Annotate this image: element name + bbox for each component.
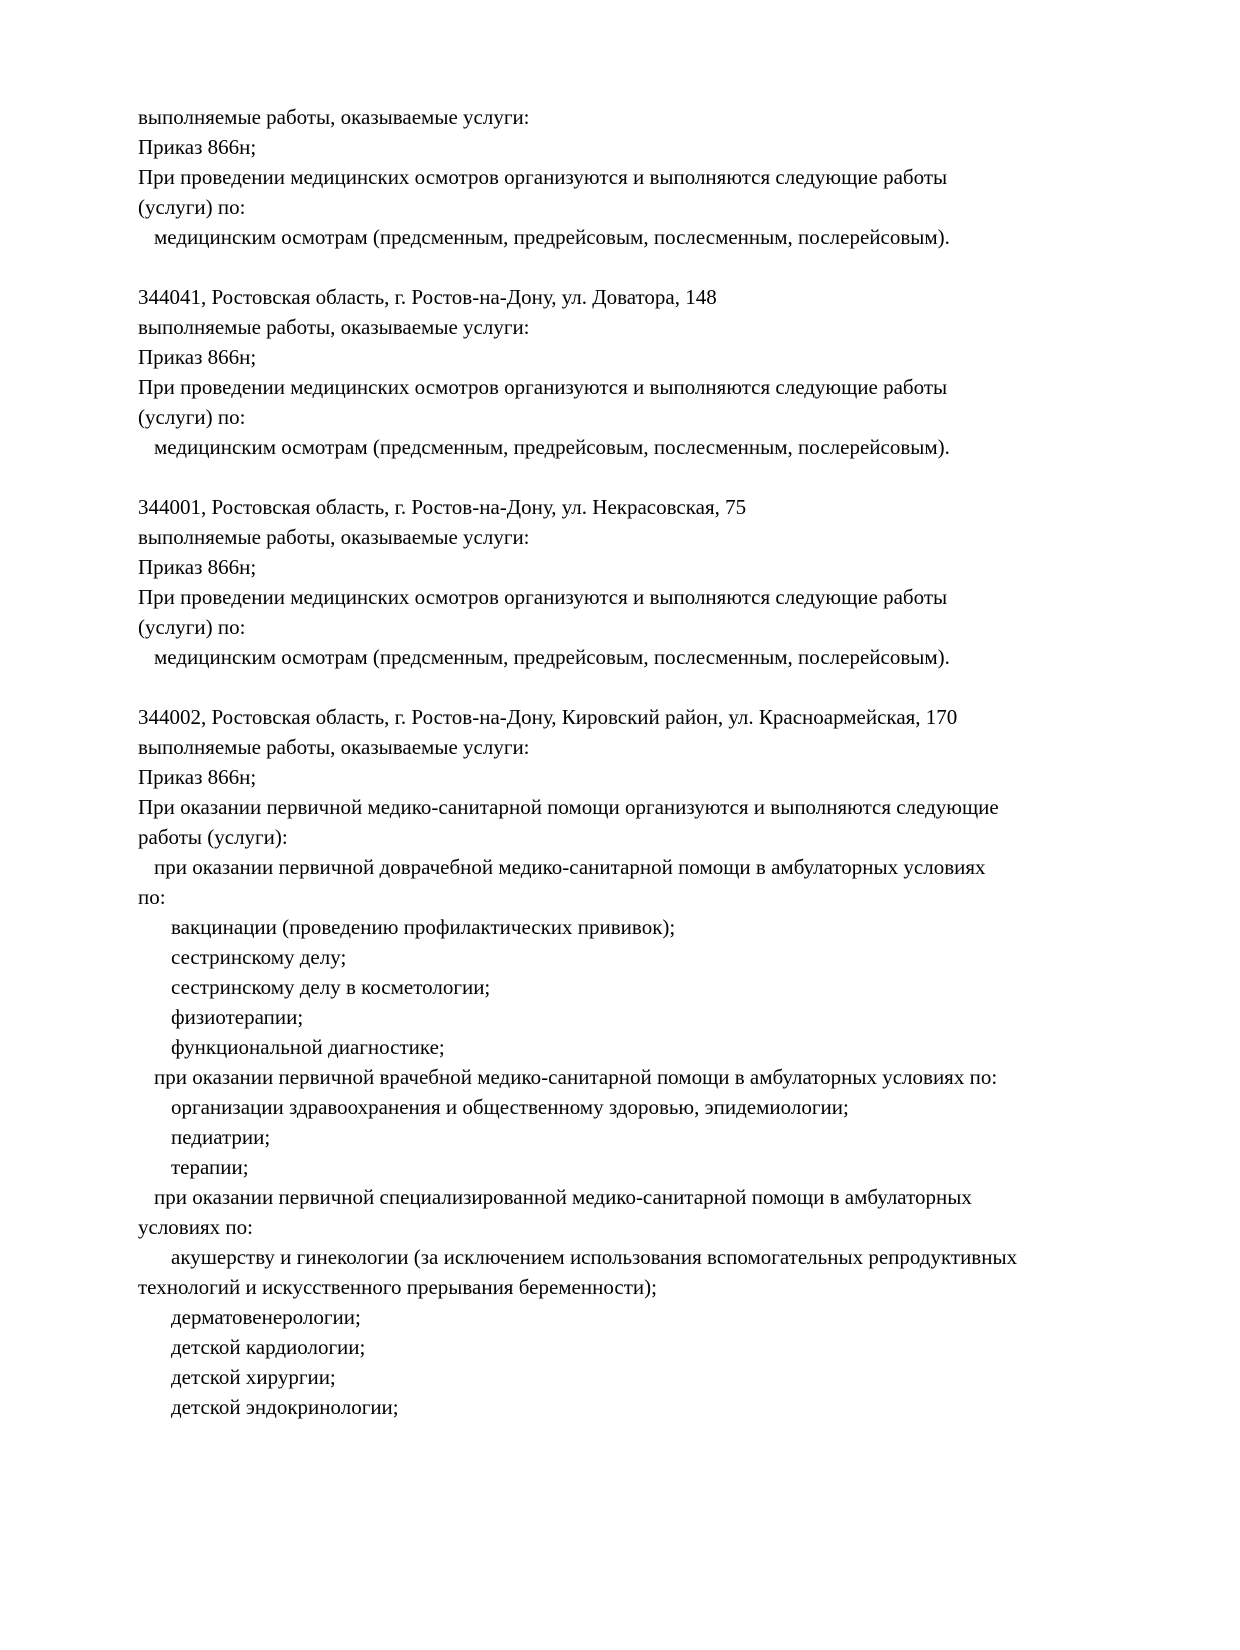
text-line: технологий и искусственного прерывания беременности); (138, 1275, 657, 1299)
text-line: при оказании первичной специализированной медико-санитарной помощи в амбулаторных (154, 1185, 972, 1209)
text-line: условиях по: (138, 1215, 253, 1239)
text-line: выполняемые работы, оказываемые услуги: (138, 105, 530, 129)
address-line: 344002, Ростовская область, г. Ростов-на-Дону, Кировский район, ул. Красноармейская, 170 (138, 705, 958, 729)
service-item-line: функциональной диагностике; (171, 1035, 445, 1059)
text-line: при оказании первичной врачебной медико-санитарной помощи в амбулаторных условиях по: (154, 1065, 998, 1089)
text-line: медицинским осмотрам (предсменным, предрейсовым, послесменным, послерейсовым). (154, 435, 950, 459)
service-item-line: детской кардиологии; (171, 1335, 366, 1359)
service-item-line: сестринскому делу в косметологии; (171, 975, 491, 999)
text-line: по: (138, 885, 166, 909)
address-line: 344001, Ростовская область, г. Ростов-на-Дону, ул. Некрасовская, 75 (138, 495, 747, 519)
address-line: 344041, Ростовская область, г. Ростов-на-Дону, ул. Доватора, 148 (138, 285, 717, 309)
document-content (138, 102, 1138, 1422)
service-item-line: сестринскому делу; (171, 945, 347, 969)
text-line: Приказ 866н; (138, 555, 257, 579)
service-item-line: вакцинации (проведению профилактических прививок); (171, 915, 676, 939)
service-item-line: дерматовенерологии; (171, 1305, 361, 1329)
text-line: Приказ 866н; (138, 765, 257, 789)
text-line: Приказ 866н; (138, 135, 257, 159)
text-line: выполняемые работы, оказываемые услуги: (138, 735, 530, 759)
service-item-line: педиатрии; (171, 1125, 271, 1149)
text-line: выполняемые работы, оказываемые услуги: (138, 315, 530, 339)
text-line: работы (услуги): (138, 825, 288, 849)
license-address-block (138, 102, 1138, 252)
text-line: медицинским осмотрам (предсменным, предрейсовым, послесменным, послерейсовым). (154, 645, 950, 669)
text-line: медицинским осмотрам (предсменным, предрейсовым, послесменным, послерейсовым). (154, 225, 950, 249)
license-address-block (138, 492, 1138, 672)
service-item-line: акушерству и гинекологии (за исключением использования вспомогательных репродуктивных (171, 1245, 1018, 1269)
text-line: При проведении медицинских осмотров организуются и выполняются следующие работы (138, 375, 948, 399)
text-line: (услуги) по: (138, 405, 246, 429)
text-line: Приказ 866н; (138, 345, 257, 369)
text-line: При проведении медицинских осмотров организуются и выполняются следующие работы (138, 585, 948, 609)
service-item-line: терапии; (171, 1155, 249, 1179)
license-address-block (138, 702, 1138, 1422)
service-item-line: организации здравоохранения и общественному здоровью, эпидемиологии; (171, 1095, 849, 1119)
text-line: (услуги) по: (138, 615, 246, 639)
text-line: при оказании первичной доврачебной медико-санитарной помощи в амбулаторных условиях (154, 855, 986, 879)
service-item-line: детской эндокринологии; (171, 1395, 399, 1419)
service-item-line: детской хирургии; (171, 1365, 336, 1389)
license-address-block (138, 282, 1138, 462)
text-line: При оказании первичной медико-санитарной помощи организуются и выполняются следующие (138, 795, 999, 819)
text-line: При проведении медицинских осмотров организуются и выполняются следующие работы (138, 165, 948, 189)
text-line: (услуги) по: (138, 195, 246, 219)
text-line: выполняемые работы, оказываемые услуги: (138, 525, 530, 549)
service-item-line: физиотерапии; (171, 1005, 304, 1029)
